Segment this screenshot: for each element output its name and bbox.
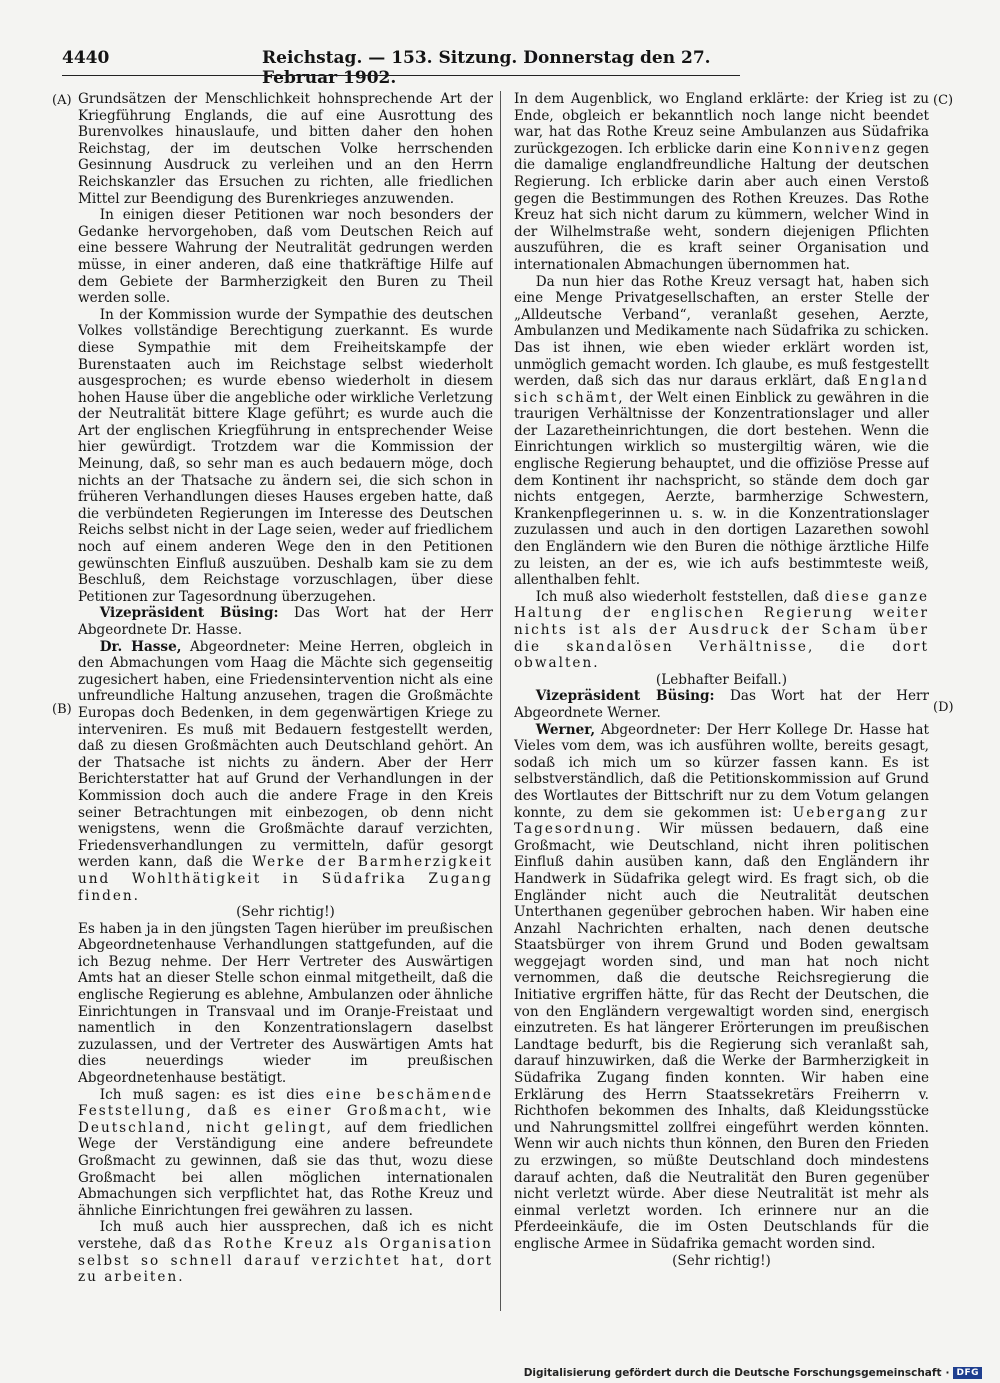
emphasized-text: Werke der Barmherzigkeit und Wohlthätigkeit in Südafrika Zugang finden.	[78, 854, 493, 904]
speech-text: auf dem friedlichen Wege der Verständigung eine andere befreundete Großmacht zu gewinnen, daß sie das thut, wozu diese Großmacht bei allen möglichen internationalen Abmachungen sich verpflichtet hat, das Rothe Kreuz und ähnliche Einrichtungen frei gewähren zu lassen.	[78, 1119, 493, 1219]
paragraph: Grundsätzen der Menschlichkeit hohnsprechende Art der Kriegführung Englands, die auf eine Ausrottung des Burenvolkes hinauslaufe, und bitten daher den hohen Reichstag, der im deutschen Volke herrschenden Gesinnung Ausdruck zu verleihen und an den Herrn Reichskanzler das Ersuchen zu richten, alle friedlichen Mittel zur Beendigung des Burenkrieges anzuwenden.	[78, 91, 493, 207]
separator: ·	[945, 1367, 950, 1379]
speech-text: Abgeordneter: Meine Herren, obgleich in den Abmachungen vom Haag die Mächte sich gegenseitig zugesichert haben, eine Friedensintervention nicht als eine unfreundliche Haltung anzusehen, tragen die Großmächte Europas doch Bedenken, in dem gegenwärtigen Kriege zu interveniren. Es muß mit Bedauern festgestellt werden, daß zu diesen Großmächten auch Deutschland gehört. An der Thatsache ist nichts zu ändern. Aber der Herr Berichterstatter hat auf Grund der Verhandlungen in der Kommission doch auch die andere Frage in den Kreis seiner Betrachtungen mit einbezogen, ob denn nicht wenigstens, wenn die Großmächte darauf verzichten, Friedensverhandlungen zu vermitteln, dafür gesorgt werden kann, daß die	[78, 638, 493, 871]
speech-text: gegen die damalige englandfreundliche Haltung der deutschen Regierung. Ich erblicke darin aber auch einen Verstoß gegen die Bestimmungen des Rothen Kreuzes. Das Rothe Kreuz hat sich nicht darum zu kümmern, welcher Wind in der Wilhelmstraße weht, sondern diejenigen Pflichten auszuführen, die es kraft seiner Organisation und internationalen Abmachungen übernommen hat.	[514, 140, 929, 273]
speech-text: Da nun hier das Rothe Kreuz versagt hat, haben sich eine Menge Privatgesellschaften, an erster Stelle der „Alldeutsche Verband“, veranlaßt gesehen, Aerzte, Ambulanzen und Medikamente nach Südafrika zu schicken. Das ist ihnen, wie eben wieder erklärt worden ist, unmöglich gemacht worden. Ich glaube, es muß festgestellt werden, daß sich das nur daraus erklärt, daß	[514, 273, 929, 390]
emphasized-text: Konnivenz	[792, 140, 882, 157]
page-header	[62, 48, 740, 88]
speech-text: Ich muß sagen: es ist dies	[99, 1086, 315, 1103]
interjection: (Sehr richtig!)	[236, 904, 335, 921]
page-number: 4440	[62, 48, 110, 68]
margin-marker-c: (C)	[933, 93, 954, 108]
speech-text: Ich muß also wiederholt feststellen, daß	[535, 588, 820, 605]
footer-credit	[524, 1366, 982, 1380]
emphasized-text: eine beschämende Feststellung, daß es einer Großmacht, wie Deutschland, nicht gelingt,	[78, 1086, 493, 1136]
speech-text: der Welt einen Einblick zu gewähren in die traurigen Verhältnisse der Konzentrationslager und aller der Lazaretheinrichtungen, die dort bestehen. Wenn die Einrichtungen wirklich so mustergiltig wären, wie die englische Regierung behauptet, und die offiziöse Presse auf dem Kontinent ihr nachspricht, so stände dem doch gar nichts entgegen, Aerzte, barmherzige Schwestern, Krankenpflegerinnen u. s. w. in die Konzentrationslager zuzulassen und auch in den dortigen Lazarethen sowohl den Engländern wie den Buren die nöthige ärztliche Hilfe zu leisten, an der es, wie ich aufs bestimmteste weiß, allenthalben fehlt.	[514, 389, 929, 589]
speaker-name: Dr. Hasse,	[99, 638, 182, 655]
paragraph	[78, 1087, 493, 1220]
margin-marker-d: (D)	[933, 700, 954, 715]
paragraph	[78, 1219, 493, 1285]
interjection: (Lebhafter Beifall.)	[655, 671, 788, 688]
margin-marker-a: (A)	[52, 93, 72, 108]
speech-text: Wir müssen bedauern, daß eine Großmacht, wie Deutschland, nicht ihren politischen Einfluß dahin ausüben kann, daß den Engländern ihr Handwerk in Südafrika gelegt wird. Es fragt sich, ob die Engländer nicht auch die Neutralität deutschen Unterthanen gegenüber gebrochen haben. Wir haben eine Anzahl Nachrichten erhalten, nach denen deutsche Staatsbürger von ihrem Grund und Boden gewaltsam weggejagt worden sind, und man hat noch nicht vernommen, daß die deutsche Reichsregierung die Initiative ergriffen hätte, für das Recht der Deutschen, die von den Engländern vergewaltigt worden sind, energisch einzutreten. Es hat längerer Erörterungen im preußischen Landtage bedurft, bis die Regierung sich veranlaßt sah, darauf hinzuwirken, daß die Werke der Barmherzigkeit in Südafrika Zugang finden konnten. Wir haben eine Erklärung des Herrn Staatssekretärs Freiherrn v. Richthofen bekommen des Inhalts, daß Kleidungsstücke und Nahrungsmittel zollfrei eingeführt werden könnten. Wenn wir auch nichts thun können, den Buren den Frieden zu erzwingen, so müßte Deutschland doch mindestens darauf achten, daß die Neutralität den Buren gegenüber nicht verletzt würde. Aber diese Neutralität ist mehr als einmal verletzt worden. Ich erinnere nur an die Pferdeeinkäufe, die im Osten Deutschlands für die englische Armee in Südafrika gemacht worden sind.	[514, 821, 929, 1252]
emphasized-text: das Rothe Kreuz als Organisation selbst so schnell darauf verzichtet hat, dort zu arbeiten.	[78, 1235, 493, 1286]
paragraph	[514, 722, 929, 1253]
paragraph: Es haben ja in den jüngsten Tagen hierüber im preußischen Abgeordnetenhause Verhandlungen stattgefunden, auf die ich Bezug nehme. Der Herr Vertreter des Auswärtigen Amts hat an dieser Stelle schon einmal mitgetheilt, daß die englische Regierung es ablehne, Ambulanzen oder ähnliche Einrichtungen in Transvaal und im Oranje-Freistaat und namentlich in den Konzentrationslagern daselbst zuzulassen, und der Vertreter des Auswärtigen Amts hat dies neuerdings wieder im preußischen Abgeordnetenhause bestätigt.	[78, 920, 493, 1087]
paragraph: In der Kommission wurde der Sympathie des deutschen Volkes vollständige Berechtigung zuerkannt. Es wurde diese Sympathie mit dem Freiheitskampfe der Burenstaaten auch im Reichstage selbst wiederholt ausgesprochen; es wurde ebenso wiederholt in diesem hohen Hause über die angebliche oder wirkliche Verletzung der Neutralität bittere Klage geführt; es wurde auch die Art der englischen Kriegführung in entsprechender Weise hier gewürdigt. Trotzdem war die Kommission der Meinung, daß, so sehr man es auch bedauern möge, doch nichts an der Thatsache zu ändern sei, die sich schon in früheren Verhandlungen dieses Hauses ergeben hatte, daß die verbündeten Regierungen im Interesse des Deutschen Reichs selbst nicht in der Lage seien, weder auf friedlichem noch auf einem anderen Wege den in den Petitionen gewünschten Einfluß auszuüben. Deshalb kam sie zu dem Beschluß, dem Reichstage vorzuschlagen, über diese Petitionen zur Tagesordnung überzugehen.	[78, 306, 493, 605]
paragraph	[514, 274, 929, 589]
emphasized-text: England sich schämt,	[514, 373, 929, 406]
paragraph	[514, 688, 929, 721]
margin-marker-b: (B)	[52, 702, 72, 717]
speaker-name: Vizepräsident Büsing:	[99, 605, 279, 622]
speech-text: Das Wort hat der Herr Abgeordnete Werner.	[514, 688, 929, 721]
column-divider	[500, 91, 501, 1311]
paragraph	[514, 589, 929, 672]
speech-text: Das Wort hat der Herr Abgeordnete Dr. Hasse.	[78, 605, 493, 638]
left-column	[78, 91, 493, 1313]
funding-note: Digitalisierung gefördert durch die Deutsche Forschungsgemeinschaft	[523, 1367, 942, 1379]
paragraph	[78, 605, 493, 638]
speech-text: Abgeordneter: Der Herr Kollege Dr. Hasse hat Vieles vom dem, was ich ausführen wollte, bereits gesagt, sodaß ich mich um so kürzer fassen kann. Es ist selbstverständlich, daß die Petitionskommission auf Grund des Wortlautes der Bittschrift nur zu dem Votum gelangen konnte, zu dem sie gekommen ist:	[514, 721, 929, 821]
paragraph: In einigen dieser Petitionen war noch besonders der Gedanke hervorgehoben, daß vom Deutschen Reich auf eine bessere Wahrung der Neutralität gedrungen werden müsse, in einer anderen, daß eine thatkräftige Hilfe auf dem Gebiete der Barmherzigkeit den Buren zu Theil werden solle.	[78, 207, 493, 307]
interjection: (Sehr richtig!)	[672, 1252, 771, 1269]
header-rule	[62, 75, 740, 76]
emphasized-text: diese ganze Haltung der englischen Regierung weiter nichts ist als der Ausdruck der Scham über die skandalösen Verhältnisse, die dort obwalten.	[514, 588, 929, 672]
running-title: Reichstag. — 153. Sitzung. Donnerstag den 27. Februar 1902.	[262, 48, 711, 88]
dfg-logo-icon: DFG	[953, 1367, 982, 1379]
speech-text: Ich muß auch hier aussprechen, daß ich es nicht verstehe, daß	[78, 1219, 493, 1252]
paragraph	[78, 639, 493, 905]
right-column	[514, 91, 929, 1313]
paragraph	[514, 91, 929, 274]
speech-text: In dem Augenblick, wo England erklärte: der Krieg ist zu Ende, obgleich er bekanntlich noch lange nicht beendet war, hat das Rothe Kreuz seine Ambulanzen aus Südafrika zurückgezogen. Ich erblicke darin eine	[514, 91, 929, 157]
emphasized-text: Uebergang zur Tagesordnung.	[514, 804, 929, 838]
speaker-name: Vizepräsident Büsing:	[535, 688, 715, 705]
speaker-name: Werner,	[535, 721, 596, 738]
